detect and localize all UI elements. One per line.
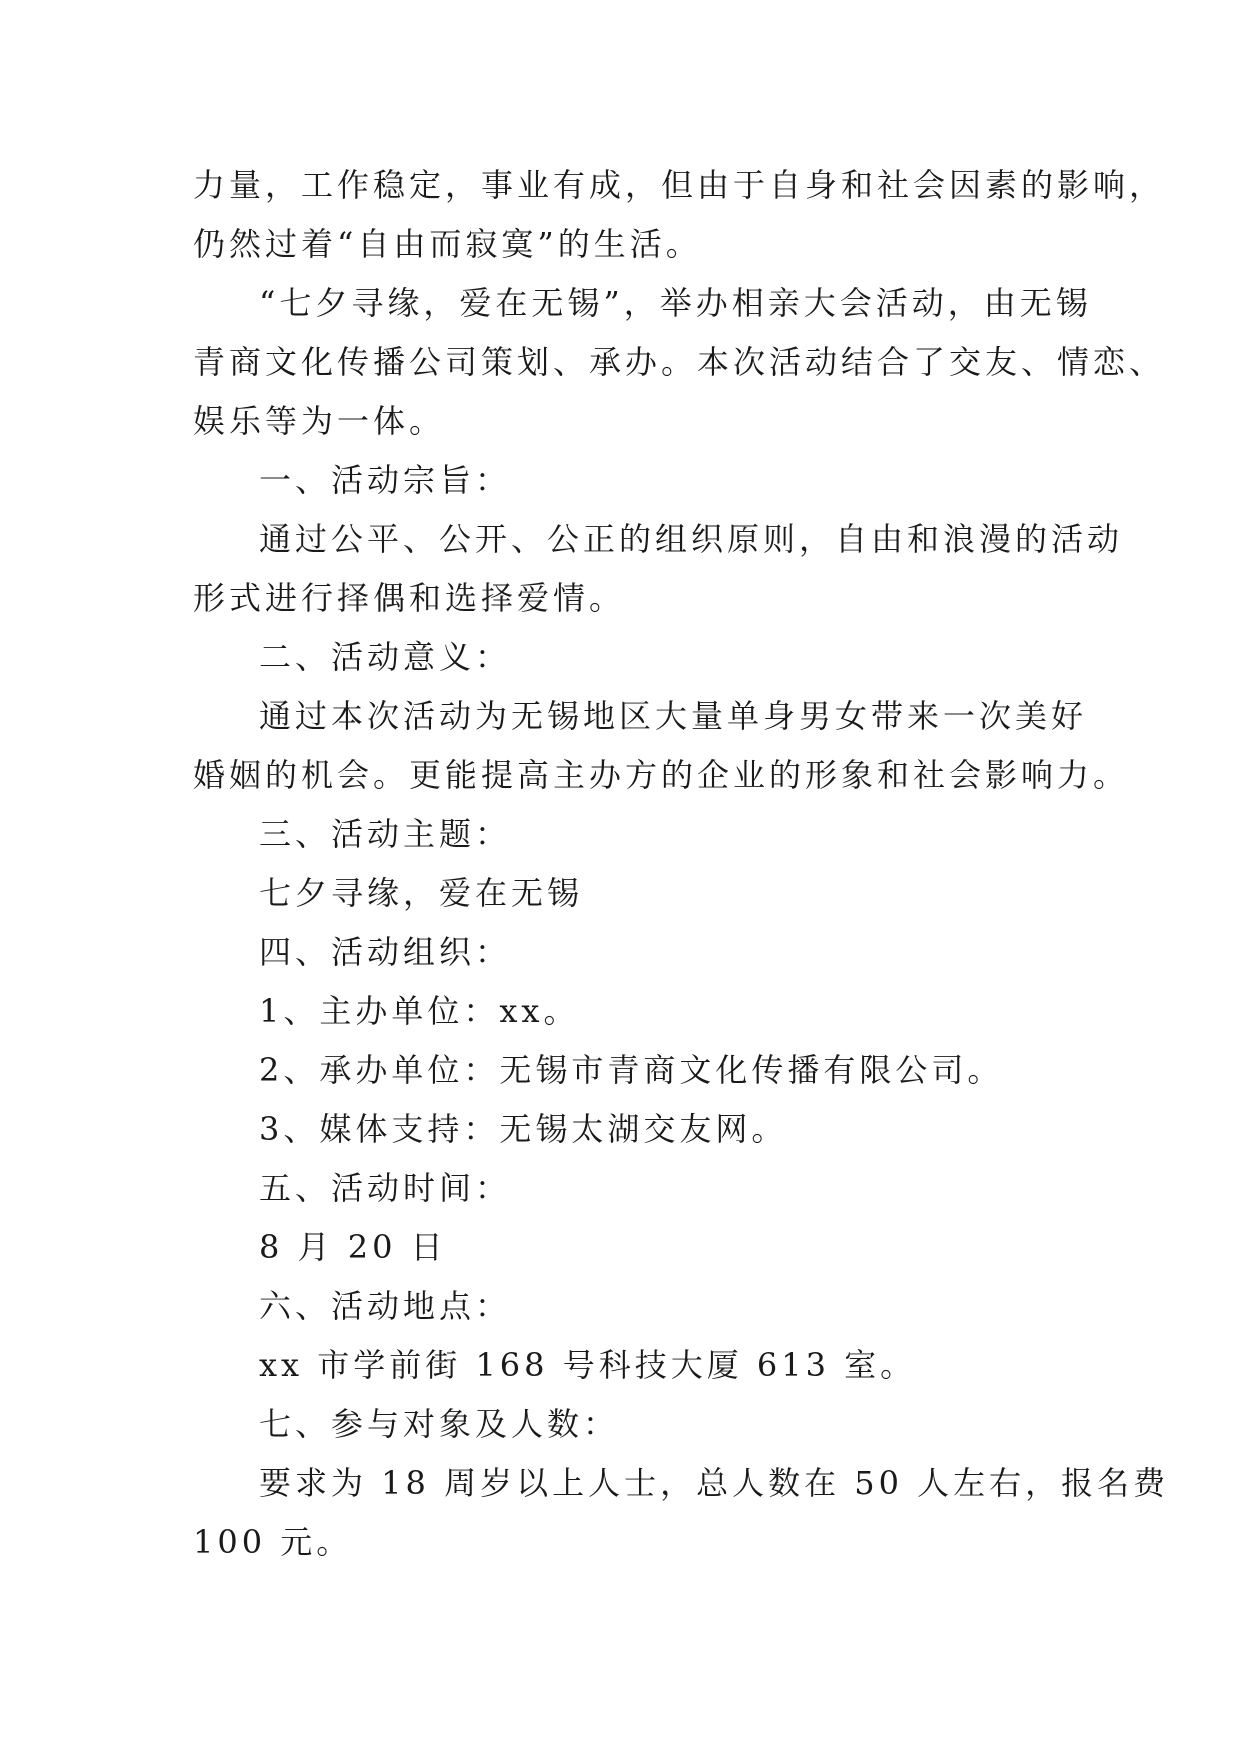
list-item: 1、主办单位：xx。	[259, 992, 580, 1030]
body-line: 形式进行择偶和选择爱情。	[193, 579, 626, 617]
section-heading-time: 五、活动时间：	[259, 1169, 512, 1207]
body-line: xx 市学前街 168 号科技大厦 613 室。	[259, 1346, 917, 1384]
body-line: 通过本次活动为无锡地区大量单身男女带来一次美好	[259, 697, 1088, 735]
list-item: 2、承办单位：无锡市青商文化传播有限公司。	[259, 1051, 1004, 1089]
body-line: 娱乐等为一体。	[193, 402, 446, 440]
body-line: 婚姻的机会。更能提高主办方的企业的形象和社会影响力。	[193, 756, 1130, 794]
body-line: 仍然过着“自由而寂寞”的生活。	[193, 225, 702, 263]
body-line: 青商文化传播公司策划、承办。本次活动结合了交友、情恋、	[193, 343, 1166, 381]
section-heading-location: 六、活动地点：	[259, 1287, 512, 1325]
list-item: 3、媒体支持：无锡太湖交友网。	[259, 1110, 788, 1148]
document-body	[193, 156, 1170, 1572]
body-line: 要求为 18 周岁以上人士，总人数在 50 人左右，报名费	[259, 1464, 1170, 1502]
intro-paragraph: “七夕寻缘，爱在无锡”，举办相亲大会活动，由无锡	[259, 284, 1092, 322]
section-heading-significance: 二、活动意义：	[259, 638, 512, 676]
section-heading-participants: 七、参与对象及人数：	[259, 1405, 620, 1443]
body-line: 力量，工作稳定，事业有成，但由于自身和社会因素的影响，	[193, 166, 1166, 204]
section-heading-theme: 三、活动主题：	[259, 815, 512, 853]
body-line: 通过公平、公开、公正的组织原则，自由和浪漫的活动	[259, 520, 1124, 558]
section-heading-organization: 四、活动组织：	[259, 933, 512, 971]
section-heading-purpose: 一、活动宗旨：	[259, 461, 512, 499]
body-line: 8 月 20 日	[259, 1228, 447, 1266]
body-line: 100 元。	[193, 1523, 353, 1561]
body-line: 七夕寻缘，爱在无锡	[259, 874, 584, 912]
